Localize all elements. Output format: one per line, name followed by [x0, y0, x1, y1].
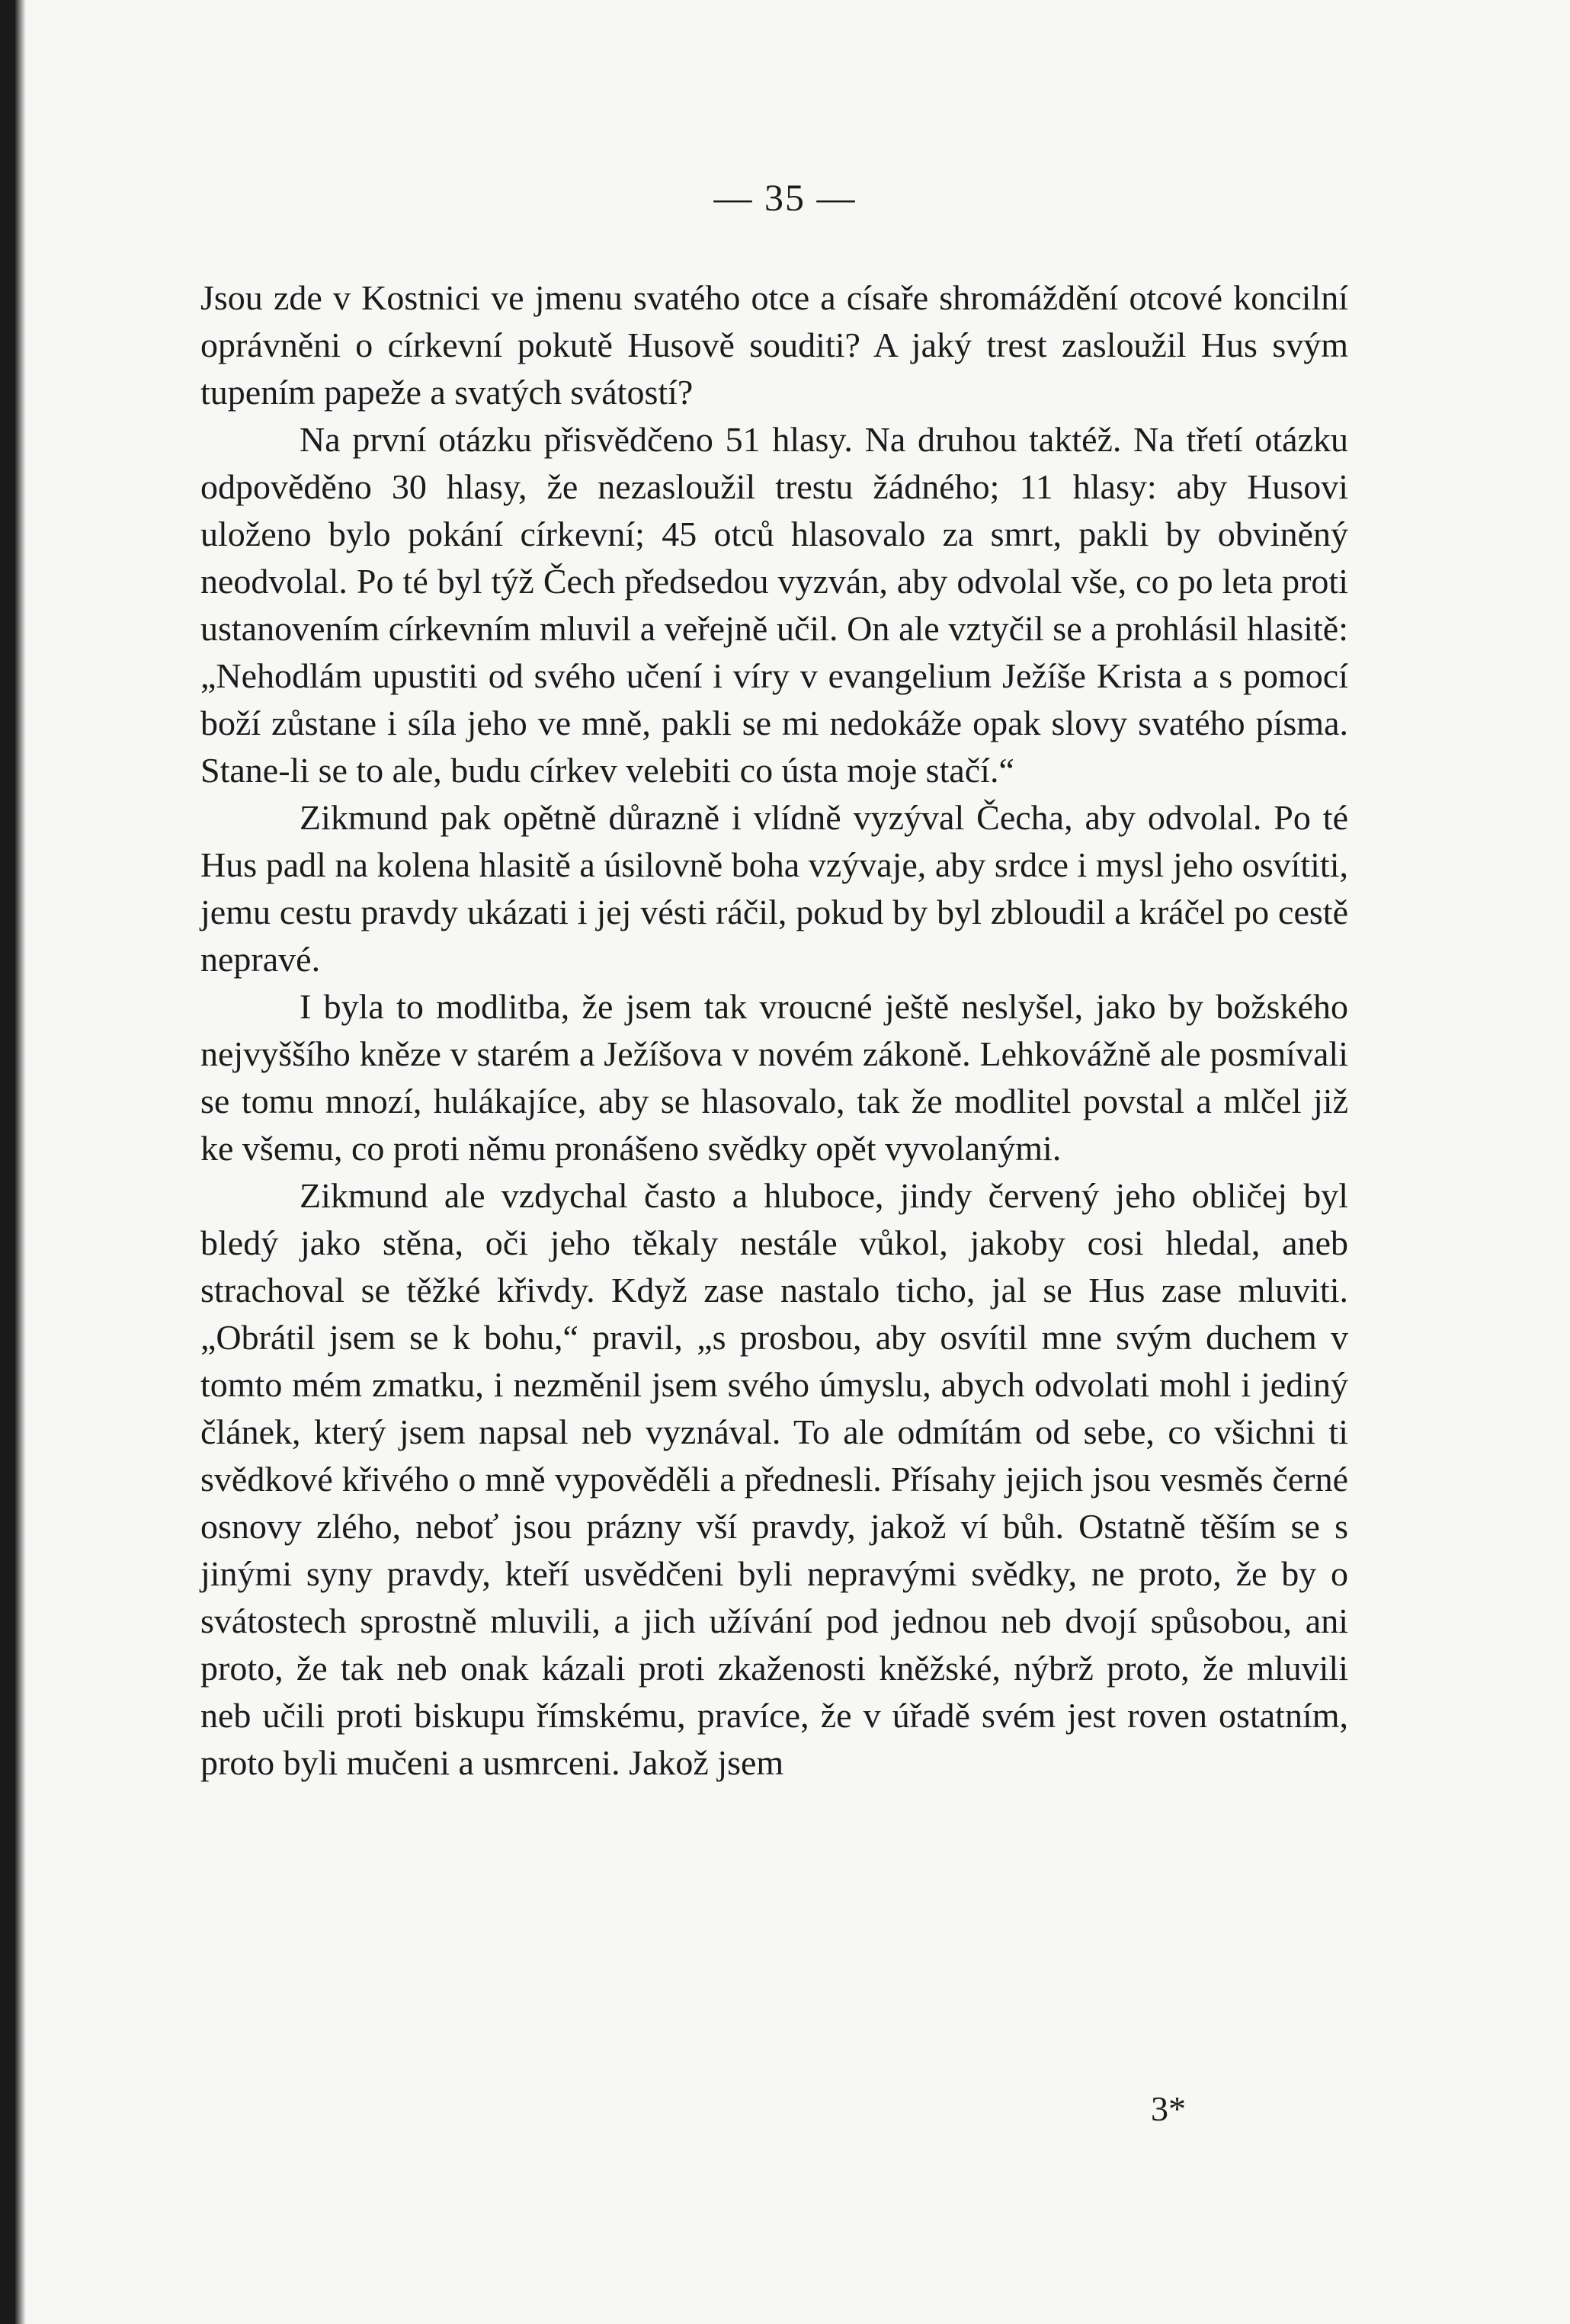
paragraph-3: Zikmund pak opětně důrazně i vlídně vyzýval Čecha, aby odvolal. Po té Hus padl na kolena hlasitě a úsilovně boha vzývaje, aby srdce i mysl jeho osvítiti, jemu cestu pravdy ukázati i jej vésti ráčil, pokud by byl zbloudil a kráčel po cestě nepravé.: [200, 798, 1348, 979]
paragraph-4: I byla to modlitba, že jsem tak vroucné ještě neslyšel, jako by božského nejvyššího kněze v starém a Ježíšova v novém zákoně. Lehkovážně ale posmívali se tomu mnozí, hulákajíce, aby se hlasovalo, tak že modlitel povstal a mlčel již ke všemu, co proti němu pronášeno svědky opět vyvolanými.: [200, 987, 1348, 1168]
paragraph-2: Na první otázku přisvědčeno 51 hlasy. Na druhou taktéž. Na třetí otázku odpověděno 30 hlasy, že nezasloužil trestu žádného; 11 hlasy: aby Husovi uloženo bylo pokání církevní; 45 otců hlasovalo za smrt, pakli by obviněný neodvolal. Po té byl týž Čech předsedou vyzván, aby odvolal vše, co po leta proti ustanovením církevním mluvil a veřejně učil. On ale vztyčil se a prohlásil hlasitě: „Nehodlám upustiti od svého učení i víry v evangelium Ježíše Krista a s pomocí boží zůstane i síla jeho ve mně, pakli se mi nedokáže opak slovy svatého písma. Stane-li se to ale, budu církev velebiti co ústa moje stačí.“: [200, 420, 1348, 790]
paragraph-1: Jsou zde v Kostnici ve jmenu svatého otce a císaře shromáždění otcové koncilní oprávněni o církevní pokutě Husově souditi? A jaký trest zasloužil Hus svým tupením papeže a svatých svátostí?: [200, 278, 1348, 412]
signature-mark: 3*: [1151, 2089, 1186, 2128]
page-number: — 35 —: [713, 176, 857, 219]
paragraph-5: Zikmund ale vzdychal často a hluboce, jindy červený jeho obličej byl bledý jako stěna, oči jeho těkaly nestále vůkol, jakoby cosi hledal, aneb strachoval se těžké křivdy. Když zase nastalo ticho, jal se Hus zase mluviti. „Obrátil jsem se k bohu,“ pravil, „s prosbou, aby osvítil mne svým duchem v tomto mém zmatku, i nezměnil jsem svého úmyslu, abych odvolati mohl i jediný článek, který jsem napsal neb vyznával. To ale odmítám od sebe, co všichni ti svědkové křivého o mně vypověděli a přednesli. Přísahy jejich jsou vesměs černé osnovy zlého, neboť jsou prázny vší pravdy, jakož ví bůh. Ostatně těším se s jinými syny pravdy, kteří usvědčeni byli nepravými svědky, ne proto, že by o svátostech sprostně mluvili, a jich užívání pod jednou neb dvojí spůsobou, ani proto, že tak neb onak kázali proti zkaženosti kněžské, nýbrž proto, že mluvili neb učili proti biskupu římskému, pravíce, že v úřadě svém jest roven ostatním, proto byli mučeni a usmrceni. Jakož jsem: [200, 1176, 1348, 1782]
page-spine-shadow: [15, 0, 26, 2324]
body-text: [200, 274, 1348, 1787]
